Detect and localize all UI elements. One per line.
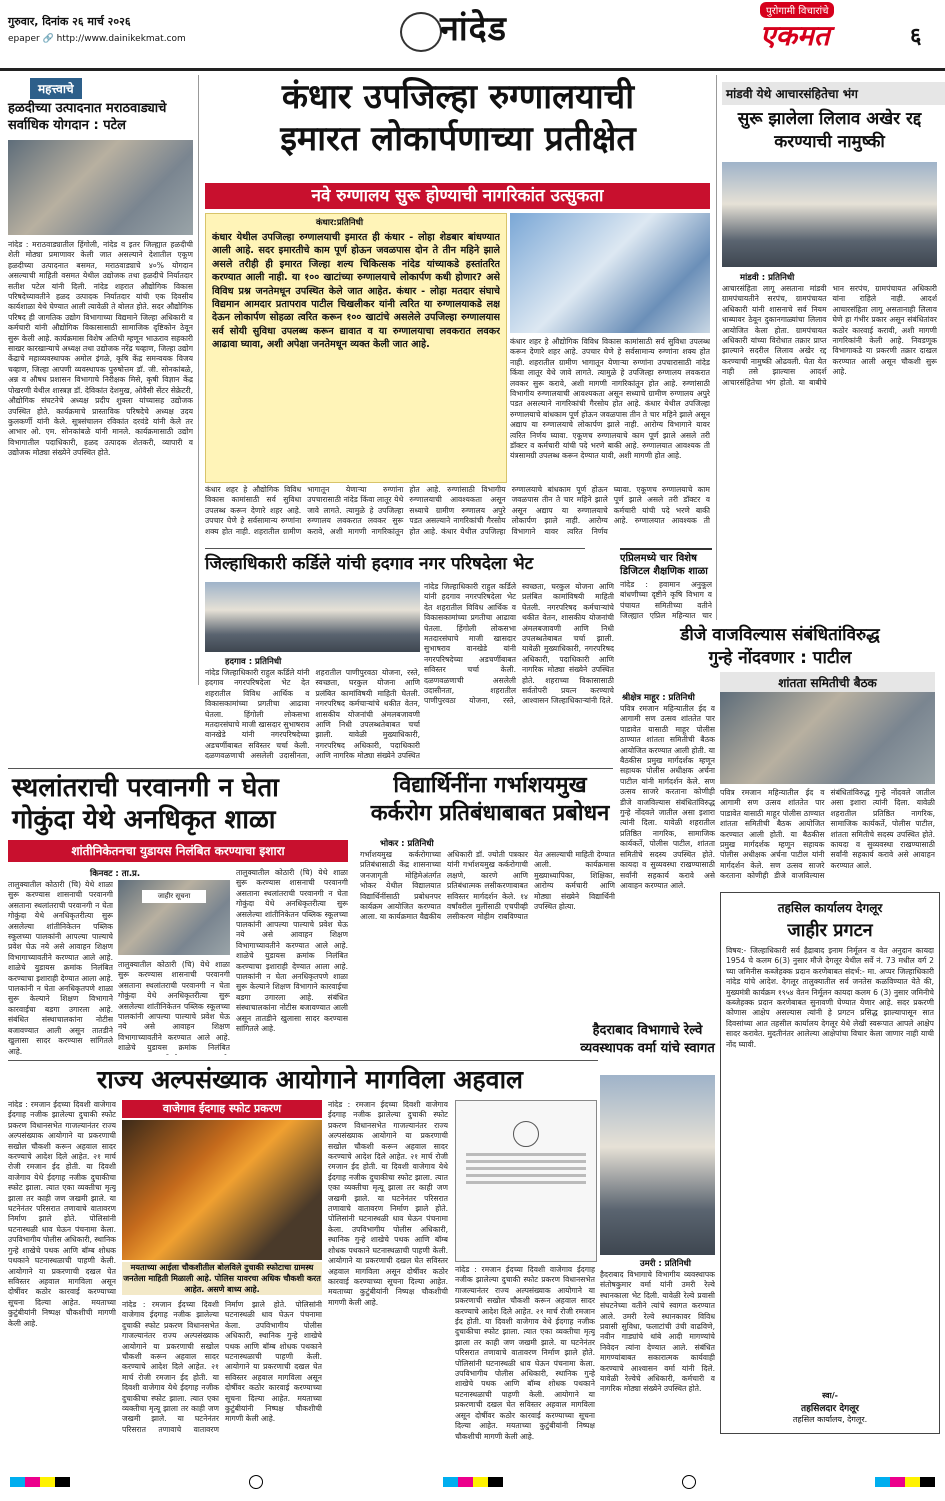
page-number: ६: [910, 24, 922, 49]
date-line: गुरुवार, दिनांक २६ मार्च २०२६: [8, 15, 131, 28]
dj-body: पवित्र रमजान महिन्यातील ईद व आगामी सण उत्सव शांततेत पार पाडावेत यासाठी माहूर पोलीस ठाण्यात शांतता समितीची बैठक आयोजित करण्यात आली होती. या बैठकीस प्रमुख मार्गदर्शक म्हणून सहायक पोलीस अधीक्षक अर्चना पाटील यांनी मार्गदर्शन केले. सण उत्सव साजरे करताना कोणीही डीजे वाजविल्यास संबंधितांविरुद्ध गुन्हे नोंदवले जातील असा इशारा त्यांनी दिला. यावेळी शहरातील प्रतिष्ठित नागरिक, सामाजिक कार्यकर्ते, पोलीस पाटील, शांतता समितीचे सदस्य उपस्थित होते. कायदा व सुव्यवस्था राखण्यासाठी सर्वांनी सहकार्य करावे असे आवाहन करण्यात आले.: [620, 704, 715, 890]
hospital-building-photo: [510, 213, 710, 333]
public-notice-box: [720, 892, 940, 1434]
collector-headline: जिल्हाधिकारी कर्डिले यांची हदगाव नगर परिषदेला भेट: [205, 554, 534, 574]
collector-body: नांदेड जिल्हाधिकारी राहुल कर्डिले यांनी हदगाव नगरपरिषदेला भेट देत शहरातील विविध आर्थिक व विकासकामांच्या प्रगतीचा आढावा घेतला. हिंगोली लोकसभा मतदारसंघाचे माजी खासदार सुभाषराव वानखेडे यांनी नगरपरिषदेच्या अडचणींबाबत सविस्तर चर्चा केली. दळणवळणाची असलेली उदासीनता, शहरातील पाणीपुरवठा योजना, रस्ते, स्वच्छता, घरकुल योजना आणि प्रलंबित कामांविषयी माहिती घेतली. नगरपरिषद कर्मचाऱ्यांचे थकीत वेतन, शासकीय योजनांची अंमलबजावणी आणि निधी उपलब्धतेबाबत चर्चा झाली. यावेळी मुख्याधिकारी, नगरपरिषद अधिकारी, पदाधिकारी आणि नागरिक मोठ्या संख्येने उपस्थित होते. शहराच्या विकासासाठी सर्वतोपरी प्रयत्न करण्याचे आश्वासन जिल्हाधिकाऱ्यांनी दिले.: [424, 582, 614, 706]
notice-sign-2: तहसिलदार देगलूर: [801, 1404, 859, 1414]
workshop-photo: [8, 140, 193, 235]
left-headline: हळदीच्या उत्पादनात मराठवाड्याचे सर्वाधिक योगदान : पटेल: [8, 101, 167, 133]
right-kicker: मांडवी येथे आचारसंहितेचा भंग: [722, 82, 945, 105]
cancer-byline: भोकर : प्रतिनिधी: [380, 839, 434, 849]
minority-body-col1: नांदेड : रमजान ईदच्या दिवशी वाजेगाव ईदगाह नजीक झालेल्या दुचाकी स्फोट प्रकरण विधानसभेत गाजल्यानंतर राज्य अल्पसंख्याक आयोगाने या प्रकरणाची सखोल चौकशी करून अहवाल सादर करण्याचे आदेश दिले आहेत. २१ मार्च रोजी रमजान ईद होती. या दिवशी वाजेगाव येथे ईदगाह नजीक दुचाकीचा स्फोट झाला. त्यात एका व्यक्तीचा मृत्यू झाला तर काही जण जखमी झाले. या घटनेनंतर परिसरात तणावाचे वातावरण निर्माण झाले होते. पोलिसांनी घटनास्थळी धाव घेऊन पंचनामा केला. उपविभागीय पोलीस अधिकारी, स्थानिक गुन्हे शाखेचे पथक आणि बॉम्ब शोधक पथकाने घटनास्थळाची पाहणी केली. आयोगाने या प्रकरणाची दखल घेत सविस्तर अहवाल मागविला असून दोषींवर कठोर कारवाई करण्याच्या सूचना दिल्या आहेत. मयताच्या कुटुंबीयांनी निष्पक्ष चौकशीची मागणी केली आहे.: [8, 1100, 116, 1328]
notice-body: विषय:- जिल्हाधिकारी सर्व हैद्राबाद इनाम निर्मूलन व वेत अनुदान कायदा 1954 चे कलम 6(3) नुसार मौजे देगलूर येथील सर्वे नं. 73 मधील वर्ग 2 च्या जमिनीस कब्जेहक्क प्रदान करणेबाबत संदर्भ:- मा. अप्पर जिल्हाधिकारी नांदेड यांचे आदेश. देगलूर तालुक्यातील सर्व जनतेस कळविण्यात येते की, मुख्यमंत्री कार्यक्रम १९५४ वेतन निर्मूलन कायदा कलम 6 (3) नुसार जमिनीचे कब्जेहक्क प्रदान करणेबाबत सुनावणी घेण्यात येणार आहे. सदर प्रकरणी कोणास आक्षेप असल्यास त्यांनी हे प्रगटन प्रसिद्ध झाल्यापासून सात दिवसांच्या आत तहसील कार्यालय देगलूर येथे लेखी स्वरूपात आपले आक्षेप सादर करावेत. मुदतीनंतर आलेल्या आक्षेपांचा विचार केला जाणार नाही याची नोंद घ्यावी.: [726, 946, 934, 1049]
minority-body-col3: नांदेड : रमजान ईदच्या दिवशी वाजेगाव ईदगाह नजीक झालेल्या दुचाकी स्फोट प्रकरण विधानसभेत गाजल्यानंतर राज्य अल्पसंख्याक आयोगाने या प्रकरणाची सखोल चौकशी करून अहवाल सादर करण्याचे आदेश दिले आहेत. २१ मार्च रोजी रमजान ईद होती. या दिवशी वाजेगाव येथे ईदगाह नजीक दुचाकीचा स्फोट झाला. त्यात एका व्यक्तीचा मृत्यू झाला तर काही जण जखमी झाले. या घटनेनंतर परिसरात तणावाचे वातावरण निर्माण झाले होते. पोलिसांनी घटनास्थळी धाव घेऊन पंचनामा केला. उपविभागीय पोलीस अधिकारी, स्थानिक गुन्हे शाखेचे पथक आणि बॉम्ब शोधक पथकाने घटनास्थळाची पाहणी केली. आयोगाने या प्रकरणाची दखल घेत सविस्तर अहवाल मागविला असून दोषींवर कठोर कारवाई करण्याच्या सूचना दिल्या आहेत. मयताच्या कुटुंबीयांनी निष्पक्ष चौकशीची मागणी केली आहे.: [328, 1100, 448, 1307]
minority-headline: राज्य अल्पसंख्याक आयोगाने मागविला अहवाल: [97, 1065, 523, 1094]
print-registration-strip: [0, 1470, 945, 1494]
cancer-headline: [365, 772, 615, 828]
left-article-body: नांदेड : मराठवाड्यातील हिंगोली, नांदेड व इतर जिल्ह्यात हळदीची शेती मोठ्या प्रमाणावर केली जात असल्याने देशातील एकूण हळदीच्या उत्पादनात बसमत, मराठवाड्याचे ४०% योगदान असल्याची माहिती वसमत येथील उद्योजक तथा हळदीचे निर्यातदार सतीश पटेल यांनी दिली. नांदेड शहरात औद्योगिक विकास परिषदेच्यावतीने हळद उत्पादक निर्यातदार यांची एक दिवसीय कार्यशाळा येथे घेण्यात आली त्यावेळी ते बोलत होते. सदर औद्योगिक परिषद ही जागतिक उद्योग विभागाच्या विद्यमाने जिल्हा अधिकारी व कर्मचारी यांनी औद्योगिक विकासासाठी सामाजिक दृष्टिकोन ठेवून सुरू केली आहे. कार्यक्रमास विशेष अतिथी म्हणून भाऊराव सहकारी साखर कारखान्याचे अध्यक्ष तथा उद्योजक नरेंद्र चव्हाण, जिल्हा उद्योग केंद्राचे महाव्यवस्थापक अमोल इंगळे, कृषि केंद्र समन्वयक विजय चव्हाण, जिल्हा आपणी व्यवस्थापक पुरुषोत्तम डॉ. जी. सोनकांबळे, अन्न व औषध प्रशासन विभागाचे निरीक्षक मिसे, कृषी विज्ञान केंद्र पोखरणी येथील शास्त्रज्ञ डॉ. देविकांत देशमुख, ओवैसी सेंटर सेक्रेटरी, औद्योगिक संघटनेचे अध्यक्ष प्रदीप शुक्ला यांच्यासह उद्योजक उपस्थित होते. कार्यक्रमाचे प्रास्ताविक परिषदेचे अध्यक्ष उदय कुलकर्णी यांनी केले. सूत्रसंचालन रविकांत दरवंडे यांनी केले तर आभार ओ. एम. सोनकांबळे यांनी मानले. कार्यक्रमासाठी उद्योग विभागातील पदाधिकारी, हळद उत्पादक शेतकरी, व्यापारी व उद्योजक मोठ्या संख्येने उपस्थित होते.: [8, 240, 193, 458]
section-rule: [8, 768, 613, 769]
april-body: नांदेड : हवामान अनुकूल बांधणीच्या दृष्टीने कृषि विभाग व पंचायत समितीच्या वतीने जिल्ह्यात एप्रिल महिन्यात चार: [620, 580, 712, 620]
peace-committee-photo: [720, 692, 935, 784]
blast-case-tag: वाजेगाव ईदगाह स्फोट प्रकरण: [122, 1100, 322, 1118]
notice-heading: जाहीर प्रगटन: [787, 920, 873, 941]
cancer-body: गर्भाशयमुख कर्करोगाच्या प्रतिबंधासाठी केंद्र शासनाच्या जनजागृती मोहिमेअंतर्गत भोकर येथील विद्यालयात विद्यार्थिनींसाठी प्रबोधनपर कार्यक्रम आयोजित करण्यात आला. या कार्यक्रमात वैद्यकीय अधिकारी डॉ. ज्योती पत्रकार यांनी गर्भाशयमुख कर्करोगाची लक्षणे, कारणे आणि प्रतिबंधात्मक लसीकरणाबाबत सविस्तर मार्गदर्शन केले. १४ वर्षांवरील मुलींसाठी एचपीव्ही लसीकरण मोहीम राबविण्यात येत असल्याची माहिती देण्यात आली. कार्यक्रमास मुख्याध्यापिका, शिक्षिका, आरोग्य कर्मचारी आणि मोठ्या संख्येने विद्यार्थिनी उपस्थित होत्या.: [360, 850, 615, 922]
railway-headline: [580, 1022, 715, 1058]
school-headline: [12, 772, 352, 836]
railway-headline-line1: हैदराबाद विभागाचे रेल्वे: [592, 1023, 703, 1038]
emblem-icon: [513, 1121, 539, 1147]
brand-logo: एकमत: [760, 19, 830, 52]
right-article-body: आचारसंहिता लागू असताना मांडवी ग्रामपंचायतीने सरपंच, ग्रामपंचायत अधिकारी यांनी शासनाचे सर्व नियम धाब्यावर ठेवून दुकानगाळ्यांचा लिलाव आयोजित केला होता. ग्रामपंचायत अधिकारी यांच्या विरोधात तक्रार प्राप्त झाल्याने सदरील लिलाव अखेर रद्द करण्याची नामुष्की ओढवली. घेता येत नाही तसे झाल्यास आदर्श आचारसंहितेचा भंग होतो. या बाबीचे भान सरपंच, ग्रामपंचायत अधिकारी यांना राहिले नाही. आदर्श आचारसंहिता लागू असतानाही लिलाव घेणे हा गंभीर प्रकार असून संबंधितांवर कठोर कारवाई करावी, अशी मागणी नागरिकांनी केली आहे. निवडणूक विभागाकडे या प्रकरणी तक्रार दाखल करण्यात आली असून चौकशी सुरू आहे.: [722, 284, 937, 387]
epaper-link[interactable]: epaper 🔗 http://www.dainikekmat.com: [8, 34, 186, 44]
lead-headline-line1: कंधार उपजिल्हा रुग्णालयाची: [281, 77, 635, 117]
minority-body-col4: नांदेड : रमजान ईदच्या दिवशी वाजेगाव ईदगाह नजीक झालेल्या दुचाकी स्फोट प्रकरण विधानसभेत गाजल्यानंतर राज्य अल्पसंख्याक आयोगाने या प्रकरणाची सखोल चौकशी करून अहवाल सादर करण्याचे आदेश दिले आहेत. २१ मार्च रोजी रमजान ईद होती. या दिवशी वाजेगाव येथे ईदगाह नजीक दुचाकीचा स्फोट झाला. त्यात एका व्यक्तीचा मृत्यू झाला तर काही जण जखमी झाले. या घटनेनंतर परिसरात तणावाचे वातावरण निर्माण झाले होते. पोलिसांनी घटनास्थळी धाव घेऊन पंचनामा केला. उपविभागीय पोलीस अधिकारी, स्थानिक गुन्हे शाखेचे पथक आणि बॉम्ब शोधक पथकाने घटनास्थळाची पाहणी केली. आयोगाने या प्रकरणाची दखल घेत सविस्तर अहवाल मागविला असून दोषींवर कठोर कारवाई करण्याच्या सूचना दिल्या आहेत. मयताच्या कुटुंबीयांनी निष्पक्ष चौकशीची मागणी केली आहे.: [455, 1265, 595, 1441]
lead-summary-box: [205, 213, 507, 483]
school-headline-line1: स्थलांतराची परवानगी न घेता: [12, 773, 279, 803]
school-body-col2: तालुक्यातील कोठारी (चि) येथे शाळा सुरू करण्यास शासनाची परवानगी असताना स्थलांतराची परवानगी न घेता गोकुंदा येथे अनधिकृतरीत्या सुरू असलेल्या शांतीनिकेतन पब्लिक स्कूलच्या पालकांनी आपल्या पाल्याचे प्रवेश घेऊ नये असे आवाहन शिक्षण विभागाच्यावतीने करण्यात आले आहे. शाळेचे युडायस क्रमांक निलंबित: [118, 960, 230, 1053]
school-subhead: शांतीनिकेतनचा युडायस निलंबित करण्याचा इशारा: [8, 840, 348, 862]
right-headline: सुरू झालेला लिलाव अखेर रद्द करण्याची नामुष्की: [737, 109, 922, 152]
april-headline: एप्रिलमध्ये चार विशेष डिजिटल शैक्षणिक शाळा: [620, 548, 712, 578]
lead-summary: कंधार येथील उपजिल्हा रुग्णालयाची इमारत ही कंधार - लोहा शेडबार बांधण्यात आली आहे. सदर इमारतीचे काम पूर्ण होऊन जवळपास दोन ते तीन महिने झाले असले तरीही ही इमारत जिल्हा शल्य चिकित्सक नांदेड यांच्याकडे हस्तांतरित करण्यात आली नाही. या १०० खाटांच्या रुग्णालयाचे लोकार्पण कधी होणार? असे विविध प्रश्न जनतेमधून उपस्थित केले जात आहेत. कंधार - लोहा मतदार संघाचे विद्यमान आमदार प्रतापराव पाटील चिखलीकर यांनी त्वरित या रुग्णालयाकडे लक्ष देऊन लोकार्पण सोहळा त्वरित करून १०० खाटांचे असलेले उपजिल्हा रुग्णालयास सर्व सोयी सुविधा उपलब्ध करून द्यावात व या रुग्णालयाचा लवकरात लवकर आढावा घ्यावा, अशी अपेक्षा जनतेमधून व्यक्त केली जात आहे.: [212, 232, 500, 351]
dj-body-right: पवित्र रमजान महिन्यातील ईद व आगामी सण उत्सव शांततेत पार पाडावेत यासाठी माहूर पोलीस ठाण्यात शांतता समितीची बैठक आयोजित करण्यात आली होती. या बैठकीस प्रमुख मार्गदर्शक म्हणून सहायक पोलीस अधीक्षक अर्चना पाटील यांनी मार्गदर्शन केले. सण उत्सव साजरे करताना कोणीही डीजे वाजविल्यास संबंधितांविरुद्ध गुन्हे नोंदवले जातील असा इशारा त्यांनी दिला. यावेळी शहरातील प्रतिष्ठित नागरिक, सामाजिक कार्यकर्ते, पोलीस पाटील, शांतता समितीचे सदस्य उपस्थित होते. कायदा व सुव्यवस्था राखण्यासाठी सर्वांनी सहकार्य करावे असे आवाहन करण्यात आले.: [720, 788, 935, 881]
collector-visit-photo: [205, 582, 420, 652]
brand-tagline: पुरोगामी विचारांचे: [760, 2, 834, 18]
school-headline-line2: गोकुंदा येथे अनधिकृत शाळा: [12, 805, 276, 835]
notice-office: तहसिल कार्यालय देगलूर: [777, 901, 883, 915]
column-divider: [716, 75, 717, 620]
lead-headline-line2: इमारत लोकार्पणाच्या प्रतीक्षेत: [280, 119, 636, 159]
dj-headline-line2: गुन्हे नोंदवणार : पाटील: [708, 648, 852, 668]
railway-headline-line2: व्यवस्थापक वर्मा यांचे स्वागत: [580, 1041, 715, 1056]
blast-fire-photo: [122, 1120, 322, 1260]
auction-meeting-photo: [722, 162, 937, 267]
column-divider: [198, 75, 199, 685]
dj-headline-line1: डीजे वाजविल्यास संबंधितांविरुद्ध: [680, 625, 880, 645]
notice-sign-1: स्वा/-: [822, 1391, 838, 1400]
right-byline: मांडवी : प्रतिनिधी: [740, 273, 795, 283]
blast-photo-caption: मयताच्या आईला चौकशीतील बोलविले दुचाकी स्फोटाचा ग्रामस्थ जनतेला माहिती मिळाली आहे. पोलिस यावरचा अधिक चौकशी करत आहेत. असणे बाध्य आहे.: [123, 1263, 321, 1294]
railway-body: हैदराबाद विभागाचे विभागीय व्यवस्थापक संतोषकुमार वर्मा यांनी उमरी रेल्वे स्थानकाला भेट दिली. यावेळी रेल्वे प्रवासी संघटनेच्या वतीने त्यांचे स्वागत करण्यात आले. उमरी रेल्वे स्थानकावर विविध प्रवासी सुविधा, फलाटांची उंची वाढविणे, नवीन गाड्यांचे थांबे आदी मागण्यांचे निवेदन त्यांना देण्यात आले. संबंधित मागण्यांबाबत सकारात्मक कार्यवाही करण्याचे आश्वासन वर्मा यांनी दिले. यावेळी रेल्वेचे अधिकारी, कर्मचारी व नागरिक मोठ्या संख्येने उपस्थित होते.: [600, 1270, 715, 1394]
school-body-col1: तालुक्यातील कोठारी (चि) येथे शाळा सुरू करण्यास शासनाची परवानगी असताना स्थलांतराची परवानगी न घेता गोकुंदा येथे अनधिकृतरीत्या सुरू असलेल्या शांतीनिकेतन पब्लिक स्कूलच्या पालकांनी आपल्या पाल्याचे प्रवेश घेऊ नये असे आवाहन शिक्षण विभागाच्यावतीने करण्यात आले आहे. शाळेचे युडायस क्रमांक निलंबित करण्याचा इशाराही देण्यात आला आहे. पालकांनी न घेता अनधिकृतपणे शाळा सुरू केल्याने शिक्षण विभागाने कारवाईचा बडगा उगारला आहे. संबंधित संस्थाचालकांना नोटीस बजावण्यात आली असून तातडीने खुलासा सादर करण्यास सांगितले आहे.: [8, 880, 113, 1055]
dj-kicker: शांतता समितीची बैठक: [720, 672, 935, 693]
railway-byline: उमरी : प्रतिनिधी: [640, 1259, 691, 1269]
collector-byline: हदगाव : प्रतिनिधी: [225, 657, 282, 667]
minority-body-col2: नांदेड : रमजान ईदच्या दिवशी वाजेगाव ईदगाह नजीक झालेल्या दुचाकी स्फोट प्रकरण विधानसभेत गाजल्यानंतर राज्य अल्पसंख्याक आयोगाने या प्रकरणाची सखोल चौकशी करून अहवाल सादर करण्याचे आदेश दिले आहेत. २१ मार्च रोजी रमजान ईद होती. या दिवशी वाजेगाव येथे ईदगाह नजीक दुचाकीचा स्फोट झाला. त्यात एका व्यक्तीचा मृत्यू झाला तर काही जण जखमी झाले. या घटनेनंतर परिसरात तणावाचे वातावरण निर्माण झाले होते. पोलिसांनी घटनास्थळी धाव घेऊन पंचनामा केला. उपविभागीय पोलीस अधिकारी, स्थानिक गुन्हे शाखेचे पथक आणि बॉम्ब शोधक पथकाने घटनास्थळाची पाहणी केली. आयोगाने या प्रकरणाची दखल घेत सविस्तर अहवाल मागविला असून दोषींवर कठोर कारवाई करण्याच्या सूचना दिल्या आहेत. मयताच्या कुटुंबीयांनी निष्पक्ष चौकशीची मागणी केली आहे.: [122, 1300, 322, 1434]
masthead: [0, 0, 945, 71]
commission-letter-image: [455, 1100, 597, 1262]
section-rule: [205, 548, 585, 549]
notice-title: जाहीर सूचना: [142, 890, 206, 903]
collector-body-left: नांदेड जिल्हाधिकारी राहुल कर्डिले यांनी हदगाव नगरपरिषदेला भेट देत शहरातील विविध आर्थिक व विकासकामांच्या प्रगतीचा आढावा घेतला. हिंगोली लोकसभा मतदारसंघाचे माजी खासदार सुभाषराव वानखेडे यांनी नगरपरिषदेच्या अडचणींबाबत सविस्तर चर्चा केली. दळणवळणाची असलेली उदासीनता, शहरातील पाणीपुरवठा योजना, रस्ते, स्वच्छता, घरकुल योजना आणि प्रलंबित कामांविषयी माहिती घेतली. नगरपरिषद कर्मचाऱ्यांचे थकीत वेतन, शासकीय योजनांची अंमलबजावणी आणि निधी उपलब्धतेबाबत चर्चा झाली. यावेळी मुख्याधिकारी, नगरपरिषद अधिकारी, पदाधिकारी आणि नागरिक मोठ्या संख्येने उपस्थित: [205, 668, 420, 761]
section-rule: [8, 1060, 598, 1061]
city-title: नांदेड: [440, 9, 507, 49]
railway-welcome-photo: [600, 1075, 715, 1255]
school-body-col3: तालुक्यातील कोठारी (चि) येथे शाळा सुरू करण्यास शासनाची परवानगी असताना स्थलांतराची परवानगी न घेता गोकुंदा येथे अनधिकृतरीत्या सुरू असलेल्या शांतीनिकेतन पब्लिक स्कूलच्या पालकांनी आपल्या पाल्याचे प्रवेश घेऊ नये असे आवाहन शिक्षण विभागाच्यावतीने करण्यात आले आहे. शाळेचे युडायस क्रमांक निलंबित करण्याचा इशाराही देण्यात आला आहे. पालकांनी न घेता अनधिकृतपणे शाळा सुरू केल्याने शिक्षण विभागाने कारवाईचा बडगा उगारला आहे. संबंधित संस्थाचालकांना नोटीस बजावण्यात आली असून तातडीने खुलासा सादर करण्यास सांगितले आहे.: [236, 868, 348, 1034]
lead-headline: [208, 76, 708, 160]
notice-board-photo: [118, 880, 230, 955]
lead-subhead: नवे रुग्णालय सुरू होण्याची नागरिकांत उत्सुकता: [205, 183, 710, 209]
cancer-headline-line2: कर्करोग प्रतिबंधाबाबत प्रबोधन: [370, 801, 610, 826]
section-label: महत्त्वाचे: [30, 78, 82, 99]
dj-byline: श्रीक्षेत्र माहूर : प्रतिनिधी: [622, 693, 695, 703]
cancer-headline-line1: विद्यार्थिनींना गर्भाशयमुख: [393, 773, 587, 798]
lead-byline: कंधार:प्रतिनिधी: [316, 218, 364, 228]
school-byline: किनवट : ता.प्र.: [90, 869, 141, 879]
dj-headline: [620, 624, 940, 670]
city-emblem-icon: [400, 12, 442, 52]
notice-sign-3: तहसिल कार्यालय, देगलूर.: [792, 1415, 868, 1424]
lead-body: कंधार शहर हे औद्योगिक विविध विकास कामांसाठी सर्व सुविधा उपलब्ध करून देणारे शहर आहे. उपचार घेणे हे सर्वसामान्य रुग्णांना शक्य होत नाही. शहरातील ग्रामीण भागातून येणाऱ्या रुग्णांना उपचारासाठी नांदेड किंवा लातूर येथे जावे लागते. त्यामुळे हे उपजिल्हा रुग्णालय लवकरात लवकर सुरू करावे, अशी मागणी नागरिकांतून होत आहे. रुग्णांसाठी विभागीय रुग्णालयाची आवश्यकता असून सध्याचे ग्रामीण रुग्णालय अपुरे पडत असल्याने नागरिकांची गैरसोय होत आहे. कंधार येथील उपजिल्हा रुग्णालयाचे बांधकाम पूर्ण होऊन जवळपास तीन ते चार महिने झाले असून अद्याप या रुग्णालयाचे लोकार्पण झाले नाही. आरोग्य विभागाने यावर त्वरित निर्णय घ्यावा. एकूणच रुग्णालयाचे काम पूर्ण झाले असले तरी डॉक्टर व कर्मचारी यांची पदे भरणे बाकी आहे. रुग्णालयात आवश्यक ती: [205, 485, 710, 536]
lead-body-right: कंधार शहर हे औद्योगिक विविध विकास कामांसाठी सर्व सुविधा उपलब्ध करून देणारे शहर आहे. उपचार घेणे हे सर्वसामान्य रुग्णांना शक्य होत नाही. शहरातील ग्रामीण भागातून येणाऱ्या रुग्णांना उपचारासाठी नांदेड किंवा लातूर येथे जावे लागते. त्यामुळे हे उपजिल्हा रुग्णालय लवकरात लवकर सुरू करावे, अशी मागणी नागरिकांतून होत आहे. रुग्णांसाठी विभागीय रुग्णालयाची आवश्यकता असून सध्याचे ग्रामीण रुग्णालय अपुरे पडत असल्याने नागरिकांची गैरसोय होत आहे. कंधार येथील उपजिल्हा रुग्णालयाचे बांधकाम पूर्ण होऊन जवळपास तीन ते चार महिने झाले असून अद्याप या रुग्णालयाचे लोकार्पण झाले नाही. आरोग्य विभागाने यावर त्वरित निर्णय घ्यावा. एकूणच रुग्णालयाचे काम पूर्ण झाले असले तरी डॉक्टर व कर्मचारी यांची पदे भरणे बाकी आहे. रुग्णालयात आवश्यक ती यंत्रसामग्री उपलब्ध करून देण्यात यावी, अशी मागणी होत आहे.: [510, 337, 710, 461]
